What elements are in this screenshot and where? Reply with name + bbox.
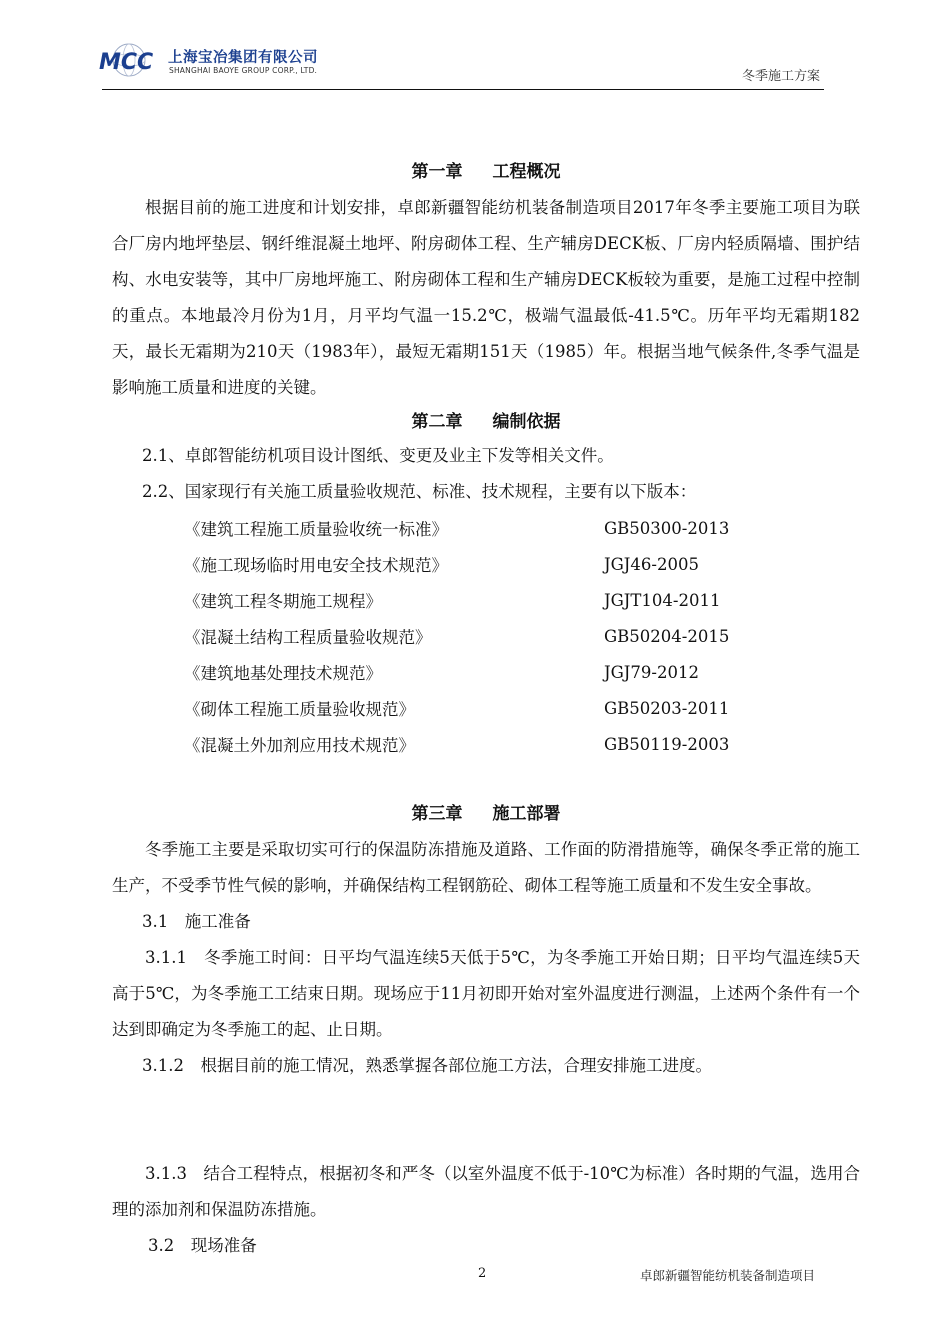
document-title: 冬季施工方案	[741, 69, 820, 84]
standards-list	[184, 510, 729, 762]
section-2-1: 2.1、卓郎智能纺机项目设计图纸、变更及业主下发等相关文件。	[142, 446, 614, 465]
standard-code: JGJT104-2011	[604, 590, 721, 610]
chapter-1-heading	[112, 160, 860, 184]
standard-row	[184, 654, 729, 690]
standard-name: 《施工现场临时用电安全技术规范》	[184, 556, 448, 575]
section-3-1-3: 3.1.3 结合工程特点，根据初冬和严冬（以室外温度不低于-10℃为标准）各时期的气温，选用合理的添加剂和保温防冻措施。	[112, 1164, 860, 1219]
standard-name: 《混凝土外加剂应用技术规范》	[184, 736, 415, 755]
chapter-2-heading	[112, 410, 860, 434]
section-3-1: 3.1 施工准备	[142, 912, 251, 931]
section-3-1-2: 3.1.2 根据目前的施工情况，熟悉掌握各部位施工方法，合理安排施工进度。	[142, 1056, 712, 1075]
section-3-2: 3.2 现场准备	[148, 1236, 257, 1255]
standard-row	[184, 726, 729, 762]
standard-row	[184, 546, 729, 582]
company-name-en: SHANGHAI BAOYE GROUP CORP., LTD.	[169, 66, 318, 75]
chapter-3-heading	[112, 802, 860, 826]
page-header	[98, 38, 824, 90]
section-2-2: 2.2、国家现行有关施工质量验收规范、标准、技术规程，主要有以下版本：	[142, 482, 697, 501]
standard-name: 《建筑地基处理技术规范》	[184, 664, 382, 683]
standard-row	[184, 510, 729, 546]
chapter-1-title: 工程概况	[492, 162, 561, 182]
chapter-3-paragraph: 冬季施工主要是采取切实可行的保温防冻措施及道路、工作面的防滑措施等，确保冬季正常的施工生产，不受季节性气候的影响，并确保结构工程钢筋砼、砌体工程等施工质量和不发生安全事故。	[112, 840, 860, 895]
chapter-3-number: 第三章	[411, 804, 463, 824]
section-3-1-1: 3.1.1 冬季施工时间：日平均气温连续5天低于5℃，为冬季施工开始日期；日平均气温连续5天高于5℃，为冬季施工工结束日期。现场应于11月初即开始对室外温度进行测温，上述两个条件有一个达到即确定为冬季施工的起、止日期。	[112, 948, 860, 1039]
standard-code: GB50119-2003	[604, 734, 730, 754]
standard-row	[184, 690, 729, 726]
chapter-2-number: 第二章	[411, 412, 463, 432]
standard-name: 《建筑工程冬期施工规程》	[184, 592, 382, 611]
standard-row	[184, 618, 729, 654]
standard-row	[184, 582, 729, 618]
chapter-2-title: 编制依据	[492, 412, 561, 432]
page-body	[112, 160, 860, 1264]
standard-name: 《砌体工程施工质量验收规范》	[184, 700, 415, 719]
standard-name: 《混凝土结构工程质量验收规范》	[184, 628, 432, 647]
company-name-cn: 上海宝冶集团有限公司	[168, 50, 318, 66]
header-divider	[102, 89, 824, 90]
chapter-1-number: 第一章	[411, 162, 463, 182]
standard-code: GB50203-2011	[604, 698, 730, 718]
logo-mark-text: MCC	[99, 50, 154, 75]
standard-code: GB50300-2013	[604, 518, 730, 538]
chapter-1-paragraph: 根据目前的施工进度和计划安排，卓郎新疆智能纺机装备制造项目2017年冬季主要施工项目为联合厂房内地坪垫层、钢纤维混凝土地坪、附房砌体工程、生产辅房DECK板、厂房内轻质隔墙、围护结构、水电安装等，其中厂房地坪施工、附房砌体工程和生产辅房DECK板较为重要，是施工过程中控制的重点。本地最冷月份为1月，月平均气温一15.2℃，极端气温最低-41.5℃。历年平均无霜期182天，最长无霜期为210天（1983年），最短无霜期151天（1985）年。根据当地气候条件,冬季气温是影响施工质量和进度的关键。	[112, 198, 860, 397]
standard-code: JGJ79-2012	[604, 662, 699, 682]
mcc-logo-icon	[98, 42, 162, 78]
chapter-3-title: 施工部署	[492, 804, 561, 824]
standard-code: GB50204-2015	[604, 626, 730, 646]
footer-project-name: 卓郎新疆智能纺机装备制造项目	[640, 1268, 816, 1283]
standard-name: 《建筑工程施工质量验收统一标准》	[184, 520, 448, 539]
page-number: 2	[478, 1266, 487, 1281]
standard-code: JGJ46-2005	[604, 554, 699, 574]
